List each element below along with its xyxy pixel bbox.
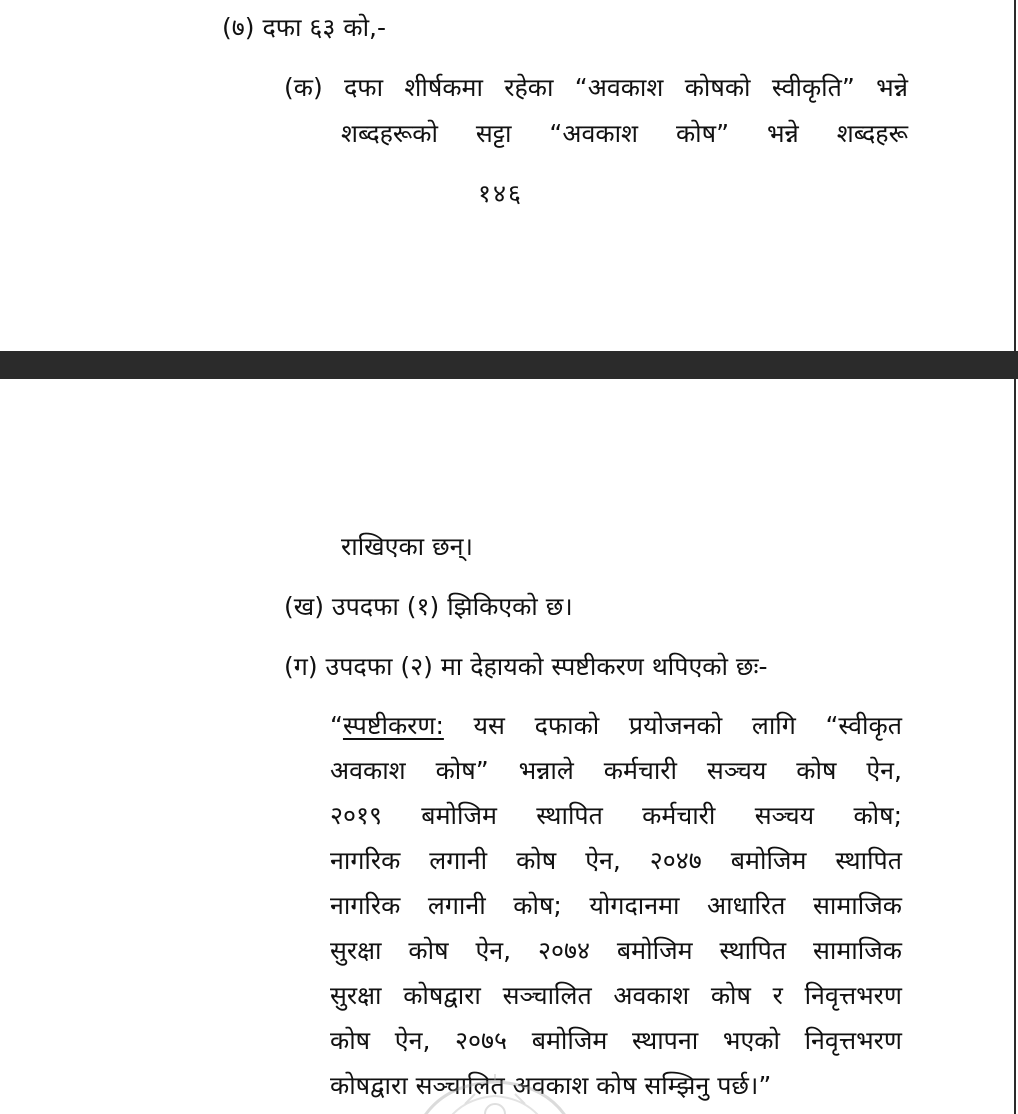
explanation-line-6: सुरक्षा कोष ऐन, २०७४ बमोजिम स्थापित सामाजिक [330, 936, 902, 965]
explanation-heading: स्पष्टीकरण: [342, 711, 444, 740]
clause-7: (७) दफा ६३ को,- [222, 13, 387, 42]
explanation-line-9: कोषद्वारा सञ्चालित अवकाश कोष सम्झिनु पर्छ।” [330, 1071, 772, 1100]
sub-clause-kha: (ख) उपदफा (१) झिकिएको छ। [284, 592, 573, 621]
explanation-line-4: नागरिक लगानी कोष ऐन, २०४७ बमोजिम स्थापित [330, 846, 902, 875]
explanation-line-7: सुरक्षा कोषद्वारा सञ्चालित अवकाश कोष र निवृत्तभरण [330, 981, 902, 1010]
sub-clause-ka-line-2: शब्दहरूको सट्टा “अवकाश कोष” भन्ने शब्दहरू [341, 119, 908, 148]
explanation-line-2: अवकाश कोष” भन्नाले कर्मचारी सञ्चय कोष ऐन, [330, 756, 902, 785]
sub-clause-ka-line-1: (क) दफा शीर्षकमा रहेका “अवकाश कोषको स्वीकृति” भन्ने [284, 73, 908, 102]
page-number: १४६ [478, 179, 524, 208]
emblem-watermark-icon [395, 1074, 595, 1114]
continued-line: राखिएका छन्। [341, 532, 473, 561]
explanation-line-1-text: यस दफाको प्रयोजनको लागि “स्वीकृत [443, 711, 902, 740]
explanation-line-5: नागरिक लगानी कोष; योगदानमा आधारित सामाजिक [330, 891, 902, 920]
page-147 [0, 379, 1016, 1114]
explanation-line-3: २०१९ बमोजिम स्थापित कर्मचारी सञ्चय कोष; [330, 801, 902, 830]
sub-clause-ga: (ग) उपदफा (२) मा देहायको स्पष्टीकरण थपिएको छः- [284, 652, 768, 681]
page-146 [0, 0, 1016, 351]
explanation-line-8: कोष ऐन, २०७५ बमोजिम स्थापना भएको निवृत्तभरण [330, 1026, 902, 1055]
page-separator [0, 351, 1018, 379]
open-quote: “ [330, 711, 343, 740]
explanation-line-1 [330, 710, 902, 742]
